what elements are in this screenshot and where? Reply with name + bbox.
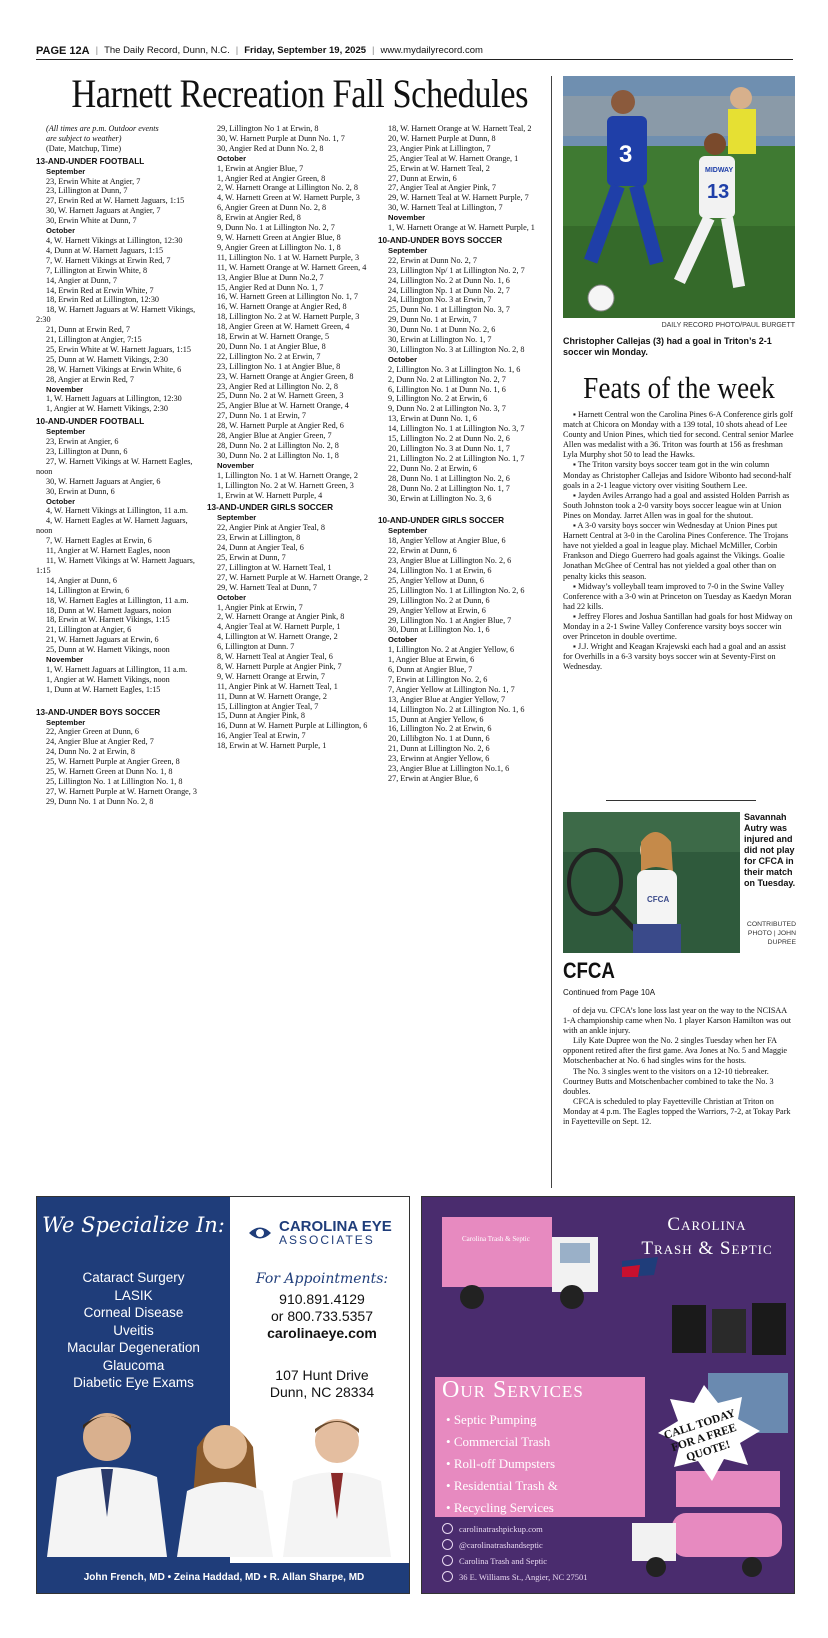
schedule-line: 4, W. Harnett Eagles at W. Harnett Jaguars, noon xyxy=(36,516,188,536)
schedule-line: 6, Lillington No. 1 at Dunn No. 1, 6 xyxy=(388,384,506,394)
logo-line-1: CAROLINA EYE xyxy=(279,1218,392,1235)
schedule-line: 14, Angier at Dunn, 6 xyxy=(46,575,117,585)
address-block xyxy=(233,1367,410,1401)
eye-logo-icon xyxy=(247,1220,273,1246)
schedule-line: 29, Dunn No. 1 at Dunn No. 2, 8 xyxy=(46,796,154,806)
schedule-line: 30, W. Harnett Jaguars at Angier, 6 xyxy=(46,476,161,486)
schedule-line: 14, Erwin Red at Erwin White, 7 xyxy=(46,285,154,295)
schedule-line: 13, Angier Blue at Dunn No.2, 7 xyxy=(217,272,324,282)
schedule-line: 20, Lillington No. 3 at Dunn No. 1, 7 xyxy=(388,444,510,453)
schedule-line: 4, Lillington at W. Harnett Orange, 2 xyxy=(217,632,338,642)
schedule-line: 9, Angier Green at Lillington No. 1, 8 xyxy=(217,242,341,252)
schedule-line: 23, Erwin White at Angier, 7 xyxy=(46,176,141,186)
schedule-line: 25, Lillington No. 1 at Lillington No. 1, 8 xyxy=(46,777,183,786)
schedule-line: 4, W. Harnett Vikings at Lillington, 12:30 xyxy=(46,235,183,245)
schedule-line: 24, Lillington Np. 1 at Dunn No. 2, 7 xyxy=(388,285,510,295)
schedule-line: 24, Lillington No. 2 at Dunn No. 1, 6 xyxy=(388,275,510,285)
schedule-line: 29, Dunn No. 1 at Erwin, 7 xyxy=(388,315,477,325)
jersey-number-13: 13 xyxy=(707,181,730,203)
trash-contacts xyxy=(442,1521,588,1585)
schedule-line: 15, Lillington at Angier Teal, 7 xyxy=(217,701,319,711)
ad-service-item: Macular Degeneration xyxy=(67,1340,200,1355)
schedule-line: 30, W. Harnett Teal at Lillington, 7 xyxy=(388,203,503,213)
schedule-month: October xyxy=(388,635,418,645)
service-item: • Septic Pumping xyxy=(446,1409,558,1431)
ad-service-item: Cataract Surgery xyxy=(82,1270,185,1285)
schedule-line: 18, Erwin at W. Harnett Vikings, 1:15 xyxy=(46,615,170,625)
contact-facebook[interactable] xyxy=(442,1553,588,1569)
schedule-line: 30, Erwin White at Dunn, 7 xyxy=(46,216,137,226)
cfca-body xyxy=(563,1006,795,1127)
schedule-column-2 xyxy=(207,124,370,1184)
schedule-columns xyxy=(36,124,541,1184)
ad-service-item: Glaucoma xyxy=(102,1357,165,1373)
schedule-line: 18, W. Harnett Eagles at Lillington, 11 a.m. xyxy=(46,595,189,605)
schedule-line: 15, Dunn at Angier Pink, 8 xyxy=(217,711,306,721)
schedule-line: 30, Erwin at Lillington No. 1, 7 xyxy=(388,335,492,345)
schedule-month: November xyxy=(46,655,84,665)
schedule-line: 23, Lillington No. 1 at Angier Blue, 8 xyxy=(217,361,341,371)
shirt-text: CFCA xyxy=(647,895,670,904)
feats-title: Feats of the week xyxy=(583,370,775,405)
schedule-line: 23, Erwin at Lillington, 8 xyxy=(217,533,301,543)
schedule-line: 23, Erwinn at Angier Yellow, 6 xyxy=(388,754,490,764)
services-title: Our Services xyxy=(442,1377,584,1403)
feats-item: ▪ Harnett Central won the Carolina Pines 6-A Conference girls golf match at Chicora on Monday with a 139 total, 10 shots ahead of Lee County and Union Pines, which tied for second. Central senior Marlee Allen was medalist with a 36. Triton was fourth at 156 as freshman Lyla Murphy shot 50 to lead the Hawks. xyxy=(563,410,794,460)
feats-item: ▪ Jeffrey Flores and Joshua Santillan had goals for host Midway on Monday in a 2-1 Swine Valley Conference varsity boys soccer win over Princeton in double overtime. xyxy=(563,611,793,642)
schedule-month: November xyxy=(46,384,84,394)
schedule-line: 29, W. Harnett Teal at W. Harnett Purple, 7 xyxy=(388,193,529,203)
schedule-line: (Date, Matchup, Time) xyxy=(46,143,122,153)
ad-services-list xyxy=(37,1269,230,1392)
schedule-line: 1, Angier Blue at Erwin, 6 xyxy=(388,655,475,665)
schedule-line: 30, W. Harnett Jaguars at Angier, 7 xyxy=(46,206,161,216)
schedule-line: 4, W. Harnett Vikings at Lillington, 11 a.m. xyxy=(46,506,188,516)
schedule-line: 7, Angier Yellow at Lillington No. 1, 7 xyxy=(388,684,515,694)
contact-instagram-text: @carolinatrashandseptic xyxy=(459,1540,543,1550)
schedule-line: 25, Dunn at W. Harnett Vikings, 2:30 xyxy=(46,354,168,364)
carolina-trash-ad[interactable] xyxy=(421,1196,795,1594)
address-line-1: 107 Hunt Drive xyxy=(275,1367,369,1383)
schedule-month: September xyxy=(46,166,86,176)
schedule-month: October xyxy=(217,153,247,163)
contact-website[interactable] xyxy=(442,1521,588,1537)
schedule-line: 2, W. Harnett Orange at Angier Pink, 8 xyxy=(217,612,345,622)
location-pin-icon xyxy=(442,1571,453,1582)
schedule-column-3 xyxy=(378,124,541,1184)
doctor-1 xyxy=(47,1413,167,1557)
schedule-line: 2, Dunn No. 2 at Lillington No. 2, 7 xyxy=(388,374,506,384)
schedule-line: 16, Lillington No. 2 at Erwin, 6 xyxy=(388,724,492,734)
feats-item: ▪ A 3-0 varsity boys soccer win Wednesday at Union Pines put Harnett Central at 3-0 in the Carolina Pines Conference. The Trojans have not yielded a goal in league play. Michael McMiller, Corbin Frankson and Diego Guerrero had goals against the Vikings. Goalie Jonathan McGhee of Central has not yielded a goal other than on penalty kicks this season. xyxy=(563,521,789,581)
schedule-line: 23, Lillington Np/ 1 at Lillington No. 2, 7 xyxy=(388,265,525,275)
contact-address xyxy=(442,1569,588,1585)
schedule-line: 18, Angier Yellow at Angier Blue, 6 xyxy=(388,536,506,546)
schedule-line: 6, Angier Green at Dunn No. 2, 8 xyxy=(217,203,327,213)
contact-instagram[interactable] xyxy=(442,1537,588,1553)
schedule-line: 7, Lillington at Erwin White, 8 xyxy=(46,265,148,275)
schedule-line: 23, W. Harnett Orange at Angier Green, 8 xyxy=(217,371,354,381)
schedule-line: 28, Angier Blue at Angier Green, 7 xyxy=(217,431,332,441)
schedule-gap xyxy=(36,695,199,705)
free-quote-callout: CALL TODAY FOR A FREE QUOTE! xyxy=(662,1407,739,1465)
appointments-label: For Appointments: xyxy=(255,1271,389,1287)
service-item: • Recycling Services xyxy=(446,1497,558,1519)
schedule-heading: 13-AND-UNDER BOYS SOCCER xyxy=(36,707,161,717)
contact-facebook-text: Carolina Trash and Septic xyxy=(459,1556,548,1566)
tennis-caption: Savannah Autry was injured and did not play for CFCA in their match on Tuesday. xyxy=(744,812,796,888)
schedule-line: 28, W. Harnett Purple at Angier Red, 6 xyxy=(217,421,344,431)
schedule-line: 9, W. Harnett Orange at Erwin, 7 xyxy=(217,671,325,681)
schedule-line: 9, Dunn No. 1 at Lillington No. 2, 7 xyxy=(217,223,335,233)
schedule-month: October xyxy=(46,496,76,506)
schedule-line: 22, Lillington No. 2 at Erwin, 7 xyxy=(217,351,321,361)
schedule-month: November xyxy=(388,213,426,223)
tennis-photo-image xyxy=(563,812,740,953)
schedule-line: 27, Dunn at Erwin, 6 xyxy=(388,173,457,183)
schedule-line: 1, Angier at W. Harnett Vikings, 2:30 xyxy=(46,404,168,414)
schedule-line: 1, Erwin at W. Harnett Purple, 4 xyxy=(217,490,323,500)
feats-item: ▪ The Triton varsity boys soccer team got in the win column Monday as Christopher Callejas and Isidore Wibonto had second-half goals in a 2-1 league victory over visiting Southern Lee. xyxy=(563,460,792,490)
trash-title xyxy=(622,1213,792,1261)
schedule-month: September xyxy=(46,717,86,727)
cfca-paragraph: Lily Kate Dupree won the No. 2 singles Tuesday when her FA opponent retired after the first game. Ava Jones at No. 5 and Maggie Motschenbacher at No. 6 had singles wins for the hosts. xyxy=(563,1036,788,1066)
schedule-month: September xyxy=(217,513,257,523)
carolina-eye-logo xyxy=(247,1219,392,1247)
page-number: PAGE 12A xyxy=(36,44,90,57)
schedule-line: 25, W. Harnett Green at Dunn No. 1, 8 xyxy=(46,767,173,777)
schedule-line: 21, Lillington at Angier, 7:15 xyxy=(46,335,142,345)
schedule-line: 23, Erwin at Angier, 6 xyxy=(46,437,119,447)
address-line-2: Dunn, NC 28334 xyxy=(269,1384,375,1400)
schedule-month: September xyxy=(388,245,428,255)
schedule-line: 2, W. Harnett Orange at Lillington No. 2, 8 xyxy=(217,183,358,193)
folio-separator: | xyxy=(235,45,239,56)
globe-icon xyxy=(442,1523,453,1534)
schedule-line: 27, Erwin Red at W. Harnett Jaguars, 1:15 xyxy=(46,196,185,206)
contact-website-text: carolinatrashpickup.com xyxy=(459,1524,543,1534)
schedule-note: are subject to weather) xyxy=(46,133,122,143)
carolina-eye-ad[interactable] xyxy=(36,1196,410,1594)
schedule-heading: 13-AND-UNDER GIRLS SOCCER xyxy=(207,503,334,513)
soccer-photo-image xyxy=(563,76,795,318)
schedule-line: 23, Angier Pink at Lillington, 7 xyxy=(388,143,491,153)
cfca-title: CFCA xyxy=(563,958,615,983)
schedule-line: 23, Lillington at Dunn, 6 xyxy=(46,447,128,456)
schedule-line: 27, W. Harnett Purple at W. Harnett Orange, 3 xyxy=(46,786,197,796)
schedule-line: 28, Dunn No. 1 at Lillington No. 2, 6 xyxy=(388,473,510,483)
schedule-month: October xyxy=(46,226,76,236)
folio-separator: | xyxy=(95,45,99,56)
schedule-line: 18, Erwin at W. Harnett Purple, 1 xyxy=(217,741,327,751)
schedule-line: 27, Lillington at W. Harnett Teal, 1 xyxy=(217,562,332,572)
schedule-line: 21, Dunn at Erwin Red, 7 xyxy=(46,325,130,335)
schedule-line: 30, Dunn No. 1 at Dunn No. 2, 6 xyxy=(388,325,496,335)
headline: Harnett Recreation Fall Schedules xyxy=(71,71,529,116)
schedule-line: 27, Angier Teal at Angier Pink, 7 xyxy=(388,183,496,193)
schedule-line: 24, Angier Blue at Angier Red, 7 xyxy=(46,737,154,747)
folio-separator: | xyxy=(372,45,375,56)
schedule-line: 21, Dunn at Lillington No. 2, 6 xyxy=(388,744,490,754)
schedule-line: 24, Dunn No. 2 at Erwin, 8 xyxy=(46,747,135,757)
issue-date: Friday, September 19, 2025 xyxy=(244,45,367,56)
schedule-line: 28, Dunn No. 2 at Lillington No. 1, 7 xyxy=(388,483,510,493)
schedule-line: 23, Angier Red at Lillington No. 2, 8 xyxy=(217,381,338,391)
ad-service-item: LASIK xyxy=(114,1287,153,1303)
schedule-line: 18, W. Harnett Orange at W. Harnett Teal, 2 xyxy=(388,124,532,133)
tennis-credit: CONTRIBUTED PHOTO | JOHN DUPREE xyxy=(746,921,796,946)
facebook-icon xyxy=(442,1555,453,1566)
schedule-line: 22, Angier Green at Dunn, 6 xyxy=(46,727,139,737)
feats-body xyxy=(563,410,795,672)
schedule-month: October xyxy=(388,354,418,364)
schedule-line: 20, Lillibgton No. 1 at Dunn, 6 xyxy=(388,734,490,744)
schedule-line: 11, Dunn at W. Harnett Orange, 2 xyxy=(217,691,327,701)
ad-service-item: Diabetic Eye Exams xyxy=(73,1375,194,1390)
contact-block xyxy=(233,1291,410,1342)
schedule-line: 25, Erwin at W. Harnett Teal, 2 xyxy=(388,163,490,173)
schedule-line: 1, W. Harnett Orange at W. Harnett Purple, 1 xyxy=(388,223,535,233)
schedule-line: 29, Lillington No. 2 at Dunn, 6 xyxy=(388,595,490,605)
contact-address-text: 36 E. Williams St., Angier, NC 27501 xyxy=(459,1572,588,1582)
schedule-line: 7, W. Harnett Vikings at Erwin Red, 7 xyxy=(46,255,171,265)
schedule-line: 9, W. Harnett Green at Angier Blue, 8 xyxy=(217,232,341,242)
website-link[interactable]: carolinaeye.com xyxy=(267,1325,377,1341)
schedule-line: 11, W. Harnett Orange at W. Harnett Green, 4 xyxy=(217,262,367,272)
schedule-line: 29, Lillington No 1 at Erwin, 8 xyxy=(217,124,319,133)
truck-text-1: Carolina Trash & Septic xyxy=(462,1235,530,1243)
schedule-line: 11, Lillington No. 1 at W. Harnett Purple, 3 xyxy=(217,252,360,262)
schedule-line: 30, Dunn No. 2 at Lillington No. 1, 8 xyxy=(217,450,339,460)
doctors-photo xyxy=(37,1407,410,1557)
schedule-line: 4, Angier Teal at W. Harnett Purple, 1 xyxy=(217,622,341,632)
feats-item: ▪ J.J. Wright and Keagan Krajewski each had a goal and an assist for Overhills in a 6-3 varsity boys soccer win at Seventy-First on Wednesday. xyxy=(563,642,786,672)
schedule-line: 11, W. Harnett Vikings at W. Harnett Jaguars, 1:15 xyxy=(36,555,195,575)
schedule-line: 29, W. Harnett Teal at Dunn, 7 xyxy=(217,582,318,592)
schedule-heading: 10-AND-UNDER FOOTBALL xyxy=(36,417,145,427)
schedule-line: 27, Dunn No. 1 at Erwin, 7 xyxy=(217,411,306,421)
schedule-heading: 10-AND-UNDER BOYS SOCCER xyxy=(378,235,503,245)
schedule-line: 1, W. Harnett Jaguars at Lillington, 11 a.m. xyxy=(46,664,188,674)
schedule-line: 24, Lillington No. 1 at Erwin, 6 xyxy=(388,565,492,575)
cfca-paragraph: The No. 3 singles went to the visitors on a 12-10 tiebreaker. Courtney Butts and Motschenbacher combined to take the No. 3 doubles. xyxy=(563,1066,774,1096)
schedule-line: 14, Lillington No. 1 at Lillington No. 3, 7 xyxy=(388,424,525,434)
schedule-line: 6, Dunn at Angier Blue, 7 xyxy=(388,665,473,675)
doctors-names: John French, MD • Zeina Haddad, MD • R. Allan Sharpe, MD xyxy=(37,1563,410,1593)
schedule-line: 15, Dunn at Angier Yellow, 6 xyxy=(388,714,484,724)
schedule-line: 7, Erwin at Lillington No. 2, 6 xyxy=(388,674,488,684)
schedule-line: 29, Lillington No. 1 at Angier Blue, 7 xyxy=(388,615,512,625)
logo-line-2: ASSOCIATES xyxy=(279,1233,375,1247)
schedule-line: 29, Angier Yellow at Erwin, 6 xyxy=(388,605,486,615)
schedule-line: 23, Lillington at Dunn, 7 xyxy=(46,186,128,196)
schedule-line: 1, Lillington No. 1 at W. Harnett Orange, 2 xyxy=(217,470,358,480)
schedule-line: 1, Angier Pink at Erwin, 7 xyxy=(217,602,303,612)
schedule-line: 25, W. Harnett Purple at Angier Green, 8 xyxy=(46,757,180,767)
schedule-line: 7, W. Harnett Eagles at Erwin, 6 xyxy=(46,536,152,546)
schedule-line: 1, Erwin at Angier Blue, 7 xyxy=(217,163,304,173)
schedule-line: 25, Angier Yellow at Dunn, 6 xyxy=(388,575,484,585)
trash-title-line-1: Carolina xyxy=(667,1214,747,1235)
schedule-line: 27, W. Harnett Vikings at W. Harnett Eagles, noon xyxy=(36,456,193,476)
schedule-line: 18, Erwin at W. Harnett Orange, 5 xyxy=(217,332,330,342)
schedule-line: 24, Lillington No. 3 at Erwin, 7 xyxy=(388,295,492,305)
schedule-line: 2, Lillington No. 3 at Lillington No. 1, 6 xyxy=(388,364,521,374)
schedule-line: 30, Lillington No. 3 at Lillington No. 2, 8 xyxy=(388,344,525,354)
schedule-line: 1, Angier at W. Harnett Vikings, noon xyxy=(46,674,170,684)
schedule-line: 28, Angier at Erwin Red, 7 xyxy=(46,374,134,384)
feats-item: ▪ Jayden Aviles Arrango had a goal and assisted Holden Parrish as South Johnston took a 2-0 varsity boys soccer league win at Union Pines on Monday. Jarret Allen was in goal for the shutout. xyxy=(563,490,790,520)
schedule-month: October xyxy=(217,592,247,602)
cfca-paragraph: CFCA is scheduled to play Fayetteville Christian at Triton on Monday at 4 p.m. The Eagles topped the Warriors, 7-2, at Tokay Park in Fayetteville on Sept. 12. xyxy=(563,1096,791,1127)
schedule-line: 4, W. Harnett Green at W. Harnett Purple, 3 xyxy=(217,193,360,203)
photo-credit: DAILY RECORD PHOTO/PAUL BURGETT xyxy=(661,322,795,329)
schedule-line: 14, Angier at Dunn, 7 xyxy=(46,275,117,285)
instagram-icon xyxy=(442,1539,453,1550)
schedule-line: 18, W. Harnett Jaguars at W. Harnett Vikings, 2:30 xyxy=(36,305,196,325)
phone-number-1[interactable]: 910.891.4129 xyxy=(279,1291,365,1307)
schedule-line: 4, Dunn at W. Harnett Jaguars, 1:15 xyxy=(46,245,164,255)
schedule-line: 13, Angier Blue at Angier Yellow, 7 xyxy=(388,694,506,704)
column-divider xyxy=(551,76,552,1188)
schedule-line: 30, Angier Red at Dunn No. 2, 8 xyxy=(217,143,324,153)
schedule-line: 30, W. Harnett Purple at Dunn No. 1, 7 xyxy=(217,133,345,143)
schedule-line: 16, Angier Teal at Erwin, 7 xyxy=(217,731,306,741)
schedule-month: September xyxy=(388,526,428,536)
services-list xyxy=(446,1409,558,1519)
ad-service-item: Uveitis xyxy=(113,1322,154,1338)
photo-caption: Christopher Callejas (3) had a goal in Triton’s 2-1 soccer win Monday. xyxy=(563,336,772,357)
service-item: • Commercial Trash xyxy=(446,1431,558,1453)
schedule-note: (All times are p.m. Outdoor events xyxy=(46,124,159,133)
schedule-line: 1, Lillington No. 2 at W. Harnett Green, 3 xyxy=(217,480,354,490)
doctor-3 xyxy=(283,1419,391,1557)
schedule-line: 21, W. Harnett Jaguars at Erwin, 6 xyxy=(46,635,159,645)
schedule-line: 14, Lillington at Erwin, 6 xyxy=(46,585,130,595)
schedule-line: 18, Angier Green at W. Harnett Green, 4 xyxy=(217,322,350,332)
septic-truck-illustration xyxy=(632,1513,782,1577)
schedule-line: 25, Angier Blue at W. Harnett Orange, 4 xyxy=(217,401,349,411)
feats-item: ▪ Midway’s volleyball team improved to 7-0 in the Swine Valley Conference with a 3-0 win at Princeton on Tuesday as Kaedyn Moran had 22 kills. xyxy=(563,581,792,611)
schedule-line: 23, Angier Blue at Lillington No. 2, 6 xyxy=(388,556,512,566)
schedule-line: 15, Angier Red at Dunn No. 1, 7 xyxy=(217,282,324,292)
schedule-line: 25, Erwin at Dunn, 7 xyxy=(217,552,286,562)
service-item: • Roll-off Dumpsters xyxy=(446,1453,558,1475)
schedule-line: 1, Angier Red at Angier Green, 8 xyxy=(217,173,326,183)
schedule-line: 11, Angier Pink at W. Harnett Teal, 1 xyxy=(217,681,338,691)
schedule-heading: 10-AND-UNDER GIRLS SOCCER xyxy=(378,516,505,526)
schedule-line: 16, W. Harnett Orange at Angier Red, 8 xyxy=(217,302,347,312)
schedule-line: 15, Lillington No. 2 at Dunn No. 2, 6 xyxy=(388,434,510,444)
schedule-line: 20, Dunn No. 1 at Angier Blue, 8 xyxy=(217,341,326,351)
schedule-line: 16, Dunn at W. Harnett Purple at Lillington, 6 xyxy=(217,721,368,731)
schedule-line: 14, Lillington No. 2 at Lillington No. 1, 6 xyxy=(388,704,525,714)
page-folio xyxy=(36,42,793,60)
schedule-line: 8, W. Harnett Teal at Angier Teal, 6 xyxy=(217,652,333,662)
schedule-line: 18, Lillington No. 2 at W. Harnett Purple, 3 xyxy=(217,312,360,322)
phone-number-2[interactable]: or 800.733.5357 xyxy=(271,1308,373,1324)
schedule-line: 22, Erwin at Dunn No. 2, 7 xyxy=(388,255,477,265)
garbage-truck-illustration xyxy=(442,1217,598,1309)
doctor-2 xyxy=(177,1425,273,1557)
jersey-text-midway: MIDWAY xyxy=(705,167,734,174)
schedule-line: 25, Angier Teal at W. Harnett Orange, 1 xyxy=(388,153,519,163)
ad-heading: We Specialize In: xyxy=(42,1213,225,1237)
paper-name: The Daily Record, Dunn, N.C. xyxy=(104,45,230,56)
schedule-line: 25, Dunn at W. Harnett Vikings, noon xyxy=(46,645,170,655)
schedule-line: 28, W. Harnett Vikings at Erwin White, 6 xyxy=(46,364,182,374)
cfca-paragraph: of deja vu. CFCA’s lone loss last year on the way to the NCISAA 1-A championship came when No. 1 player Karson Hamilton was out with an ankle injury. xyxy=(563,1006,792,1036)
schedule-line: 1, Dunn at W. Harnett Eagles, 1:15 xyxy=(46,684,161,694)
schedule-line: 22, Dunn No. 2 at Erwin, 6 xyxy=(388,463,477,473)
schedule-line: 25, Erwin White at W. Harnett Jaguars, 1:15 xyxy=(46,344,191,354)
trash-bins-illustration xyxy=(672,1303,786,1355)
schedule-line: 8, Erwin at Angier Red, 8 xyxy=(217,213,301,223)
schedule-month: November xyxy=(217,460,255,470)
soccer-photo xyxy=(563,76,795,318)
schedule-heading: 13-AND-UNDER FOOTBALL xyxy=(36,156,145,166)
schedule-line: 6, Lillington at Dunn. 7 xyxy=(217,642,295,652)
jersey-number-3: 3 xyxy=(619,141,633,168)
schedule-line: 30, Dunn at Lillington No. 1, 6 xyxy=(388,625,490,635)
schedule-line: 9, Lillington No. 2 at Erwin, 6 xyxy=(388,394,488,404)
tennis-photo xyxy=(563,812,740,953)
schedule-line: 22, Erwin at Dunn, 6 xyxy=(388,546,457,556)
schedule-line: 30, Erwin at Lillington No. 3, 6 xyxy=(388,493,492,503)
schedule-line: 18, Dunn at W. Harnett Jaguars, noion xyxy=(46,605,172,615)
service-item: • Residential Trash & xyxy=(446,1475,558,1497)
section-divider xyxy=(606,800,756,801)
schedule-line: 11, Angier at W. Harnett Eagles, noon xyxy=(46,546,171,556)
schedule-month: September xyxy=(46,427,86,437)
schedule-line: 25, Dunn No. 2 at W. Harnett Green, 3 xyxy=(217,391,344,401)
schedule-line: 23, Angier Blue at Lillington No.1, 6 xyxy=(388,764,510,774)
trash-title-line-2: Trash & Septic xyxy=(641,1238,773,1259)
schedule-line: 16, W. Harnett Green at Lillington No. 1, 7 xyxy=(217,292,358,302)
schedule-line: 30, Erwin at Dunn, 6 xyxy=(46,486,115,496)
schedule-line: 25, Dunn No. 1 at Lillington No. 3, 7 xyxy=(388,305,510,315)
schedule-line: 18, Erwin Red at Lillington, 12:30 xyxy=(46,295,160,305)
schedule-gap xyxy=(378,503,541,513)
schedule-line: 25, Lillington No. 1 at Lillington No. 2, 6 xyxy=(388,585,525,595)
schedule-line: 21, Lillington No. 2 at Lillington No. 1, 7 xyxy=(388,453,525,463)
schedule-column-1 xyxy=(36,124,199,1184)
schedule-line: 22, Angier Pink at Angier Teal, 8 xyxy=(217,523,325,533)
ad-service-item: Corneal Disease xyxy=(83,1305,184,1320)
schedule-line: 20, W. Harnett Purple at Dunn, 8 xyxy=(388,133,496,143)
paper-url[interactable]: www.mydailyrecord.com xyxy=(380,45,483,56)
schedule-line: 21, Lillington at Angier, 6 xyxy=(46,625,132,635)
schedule-line: 24, Dunn at Angier Teal, 6 xyxy=(217,543,304,553)
schedule-line: 1, Lillington No. 2 at Angier Yellow, 6 xyxy=(388,645,515,655)
schedule-line: 8, W. Harnett Purple at Angier Pink, 7 xyxy=(217,661,342,671)
schedule-line: 13, Erwin at Dunn No. 1, 6 xyxy=(388,414,477,424)
cfca-continued: Continued from Page 10A xyxy=(563,988,656,997)
schedule-line: 27, W. Harnett Purple at W. Harnett Orange, 2 xyxy=(217,572,368,582)
schedule-line: 27, Erwin at Angier Blue, 6 xyxy=(388,774,479,783)
schedule-line: 1, W. Harnett Jaguars at Lillington, 12:30 xyxy=(46,394,182,404)
schedule-line: 9, Dunn No. 2 at Lillington No. 3, 7 xyxy=(388,404,506,414)
schedule-line: 28, Dunn No. 2 at Lillington No. 2, 8 xyxy=(217,441,339,450)
